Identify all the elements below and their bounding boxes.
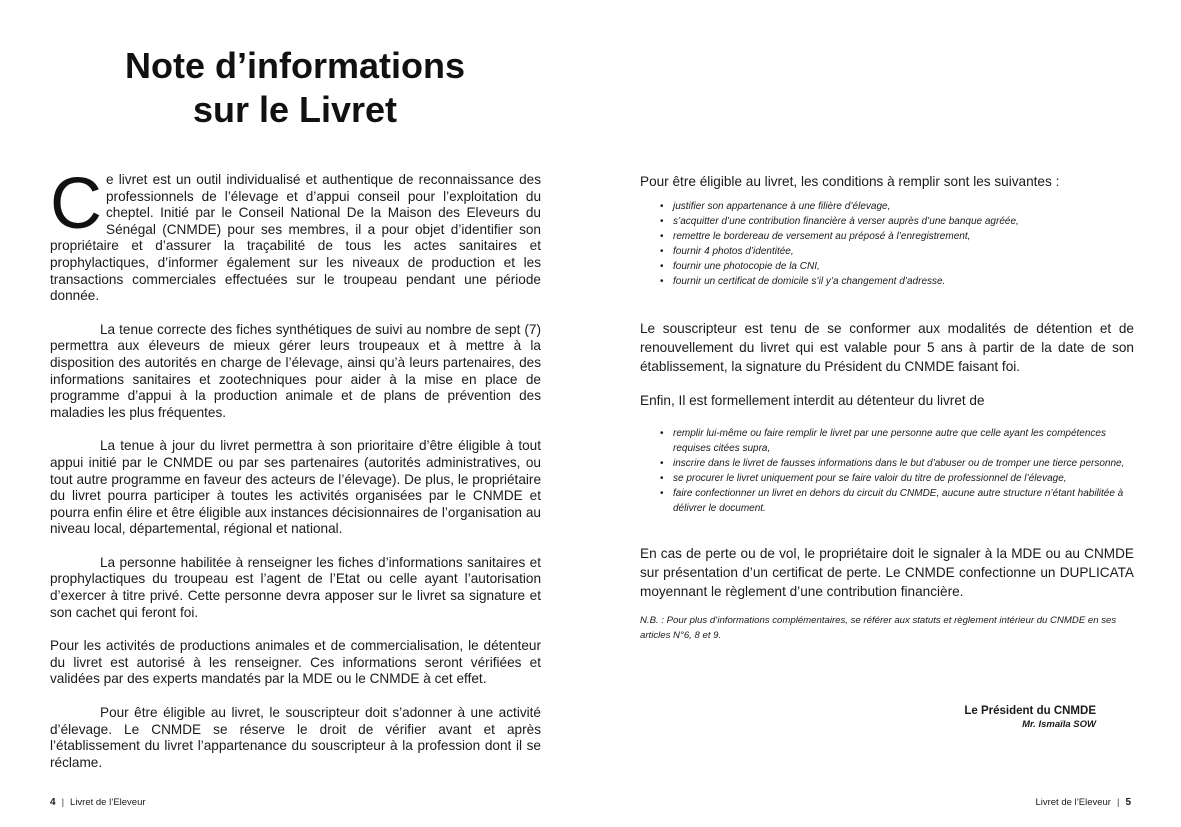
nb-note: N.B. : Pour plus d’informations complémentaires, se référer aux statuts et règlement intérieur du CNMDE en ses articles N°6, 8 et 9. (640, 615, 1117, 641)
bullet-icon: • (660, 488, 664, 499)
paragraph-personne-habilitee: La personne habilitée à renseigner les fiches d’informations sanitaires et prophylactiques du troupeau est l’agent de l’Etat ou celle ayant l’autorisation d’exercer à titre privé. Cette personne devra apposer sur le livret sa signature et son cachet qui feront foi. (50, 554, 541, 620)
bullet-icon: • (660, 458, 664, 469)
bullet-icon: • (660, 473, 664, 484)
left-body (50, 164, 541, 788)
bullet-icon: • (660, 201, 664, 212)
intro-paragraph-text: e livret est un outil individualisé et authentique de reconnaissance des professionnels de l’élevage et d’appui conseil pour l’exploitation du cheptel. Initié par le Conseil National De la Maison des Eleveurs du Sénégal (CNMDE) pour ses membres, il a pour objet d’identifier son propriétaire et d’assurer la traçabilité de tous les actes sanitaires et prophylactiques, d’informer également sur les niveaux de production et les transactions commerciales effectuées sur le troupeau pendant une période donnée. (50, 172, 541, 304)
page-number-right: 5 (1125, 797, 1131, 808)
signature-title: Le Président du CNMDE (964, 705, 1096, 717)
signature-name: Mr. Ismaïla SOW (1022, 719, 1096, 730)
bullet-icon: • (660, 428, 664, 439)
list-item: • remplir lui-même ou faire remplir le livret par une personne autre que celle ayant les compétences requises citées supra, (660, 428, 1106, 454)
page-number-left: 4 (50, 797, 56, 808)
interdictions-list (640, 426, 1134, 516)
paragraph-eligibilite: Pour être éligible au livret, le souscripteur doit s’adonner à une activité d’élevage. Le CNMDE se réserve le droit de vérifier avant et après l’établissement du livret l’appartenance du souscripteur à la profession dont il se réclame. (50, 705, 541, 770)
paragraph-mise-a-jour: La tenue à jour du livret permettra à son prioritaire d’être éligible à tout appui initié par le CNMDE ou par ses partenaires (autorités administratives, ou tout autre programme en faveur des acteurs de l’élevage). De plus, le propriétaire du livret pourra participer à toutes les activités organisées par le CNMDE et pourra enfin élire et être éligible aux instances décisionnaires de l’organisation au niveau local, départemental, régional et national. (50, 438, 541, 537)
page-title (50, 44, 540, 132)
list-item: • justifier son appartenance à une filière d’élevage, (660, 201, 891, 212)
interdictions-intro: Enfin, Il est formellement interdit au détenteur du livret de (640, 393, 985, 408)
list-item: • s’acquitter d’une contribution financière à verser auprès d’une banque agréée, (660, 216, 1019, 227)
bullet-icon: • (660, 231, 664, 242)
footer-right (1035, 796, 1131, 810)
list-item: • fournir un certificat de domicile s’il y’a changement d’adresse. (660, 276, 946, 287)
right-body (640, 172, 1134, 643)
footer-left (50, 796, 146, 810)
conditions-intro: Pour être éligible au livret, les conditions à remplir sont les suivantes : (640, 174, 1060, 189)
list-item: • se procurer le livret uniquement pour se faire valoir du titre de professionnel de l’élevage, (660, 473, 1067, 484)
signature-block (964, 703, 1096, 731)
left-page (0, 0, 590, 827)
conditions-list (640, 199, 1134, 289)
footer-separator-left: | (61, 797, 65, 808)
title-line-2: sur le Livret (192, 89, 398, 130)
paragraph-fiches: La tenue correcte des fiches synthétiques de suivi au nombre de sept (7) permettra aux éleveurs de mieux gérer leurs troupeaux et à mettre à la disposition des autorités en charge de l’élevage, ainsi qu’à leurs partenaires, des informations sanitaires et zootechniques pour aider à la mise en place de programme d’appui à la production animale et de plans de prévention des maladies les plus fréquentes. (50, 321, 541, 420)
list-item: • fournir 4 photos d’identitée, (660, 246, 794, 257)
bullet-icon: • (660, 216, 664, 227)
list-item: • faire confectionner un livret en dehors du circuit du CNMDE, aucune autre structure n’étant habilitée à délivrer le document. (660, 488, 1124, 514)
title-line-1: Note d’informations (125, 45, 465, 86)
bullet-icon: • (660, 276, 664, 287)
intro-paragraph (50, 164, 541, 305)
paragraph-souscripteur: Le souscripteur est tenu de se conformer aux modalités de détention et de renouvellement du livret qui est valable pour 5 ans à partir de la date de son établissement, la signature du Président du CNMDE faisant foi. (640, 321, 1134, 374)
bullet-icon: • (660, 246, 664, 257)
list-item: • inscrire dans le livret de fausses informations dans le but d’abuser ou de tromper une tierce personne, (660, 458, 1125, 469)
bullet-icon: • (660, 261, 664, 272)
footer-label-left: Livret de l’Eleveur (70, 797, 146, 808)
footer-label-right: Livret de l’Eleveur (1035, 797, 1111, 808)
footer-separator-right: | (1116, 797, 1120, 808)
right-page (590, 0, 1181, 827)
paragraph-perte: En cas de perte ou de vol, le propriétaire doit le signaler à la MDE ou au CNMDE sur présentation d’un certificat de perte. Le CNMDE confectionne un DUPLICATA moyennant le règlement d’une contribution financière. (640, 546, 1134, 599)
list-item: • fournir une photocopie de la CNI, (660, 261, 820, 272)
drop-cap: C (50, 164, 102, 244)
list-item: • remettre le bordereau de versement au préposé à l’enregistrement, (660, 231, 971, 242)
paragraph-activites: Pour les activités de productions animales et de commercialisation, le détenteur du livret est autorisé à les renseigner. Ces informations seront vérifiées et validées par des experts mandatés par la MDE ou le CNMDE à cet effet. (50, 638, 541, 687)
